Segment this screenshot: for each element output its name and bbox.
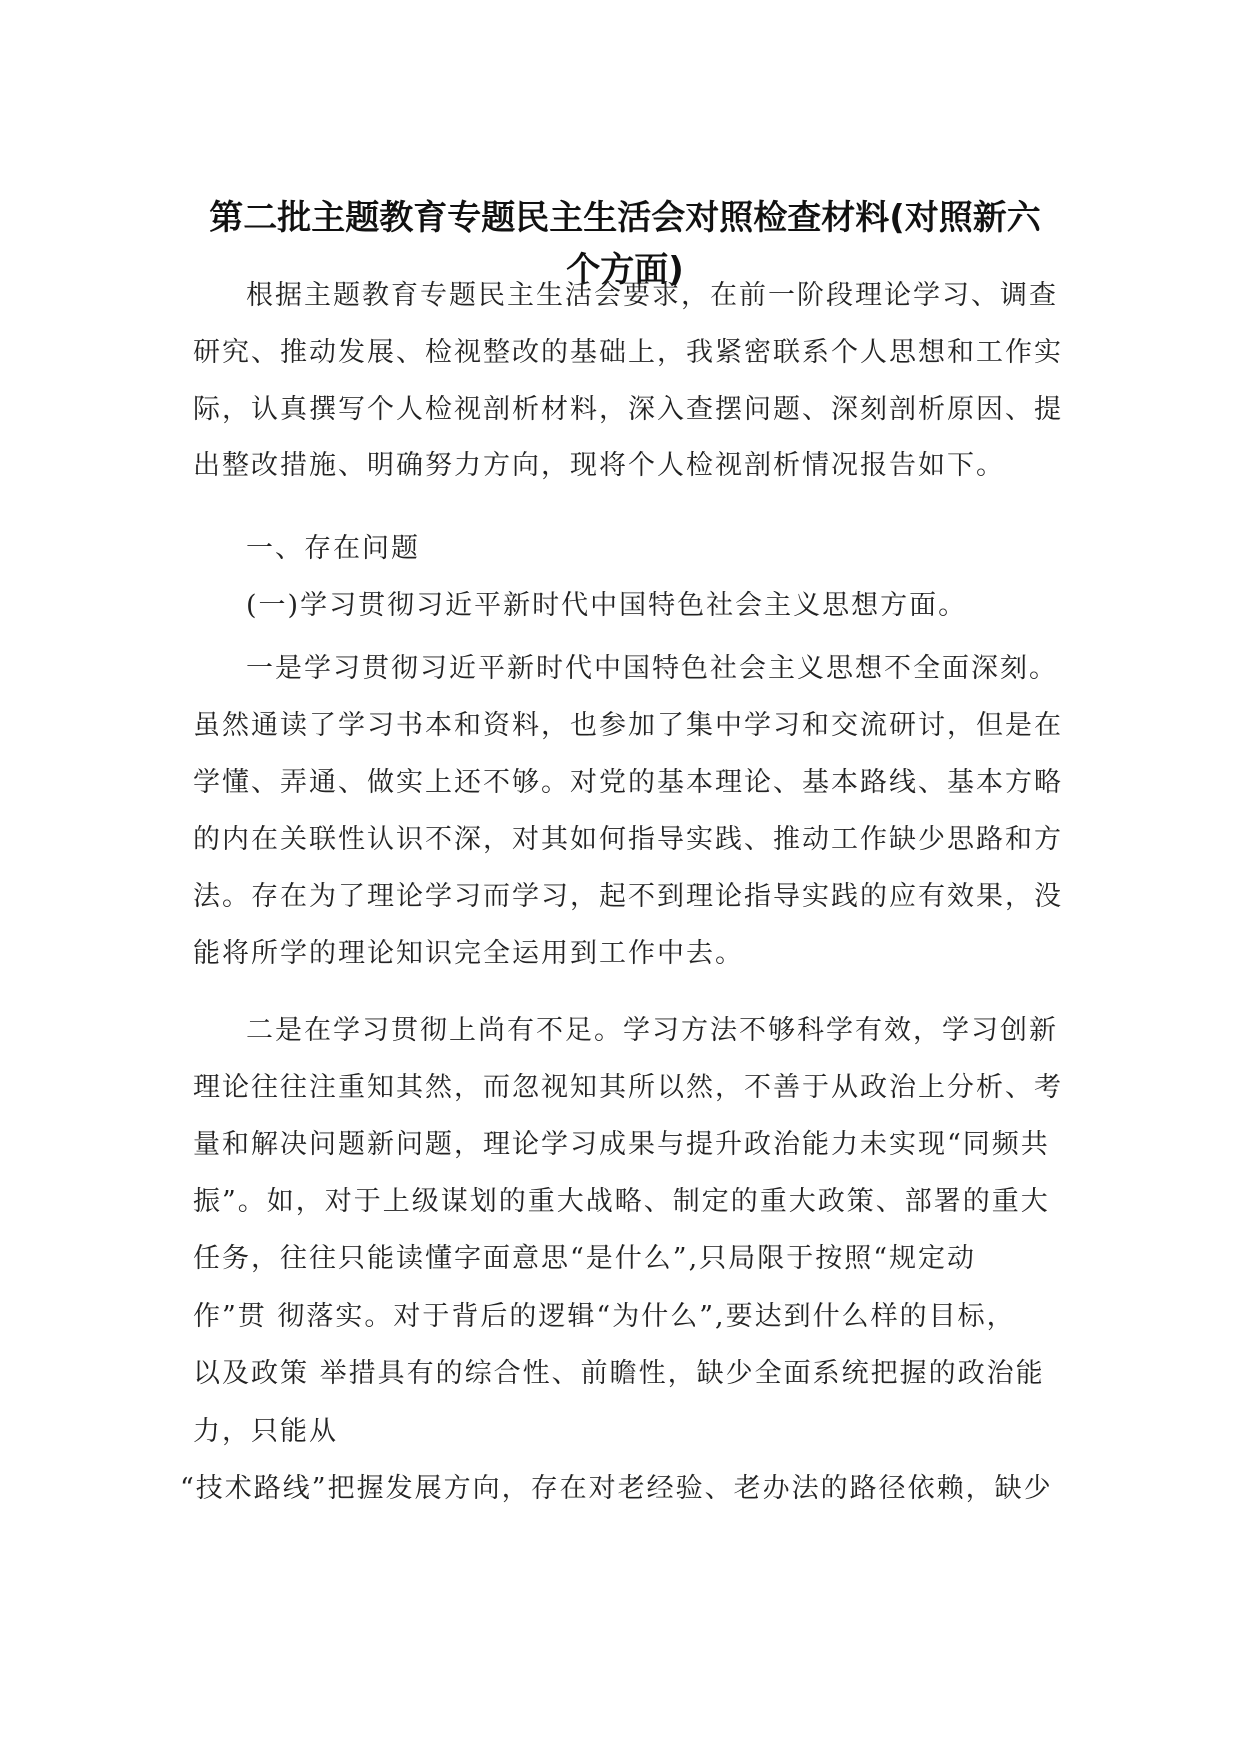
intro-line-2: 研究、推动发展、检视整改的基础上，我紧密联系个人思想和工作实	[193, 337, 1063, 368]
intro-line-4: 出整改措施、明确努力方向，现将个人检视剖析情况报告如下。	[193, 450, 1005, 481]
para2-line-4: 振”。如，对于上级谋划的重大战略、制定的重大政策、部署的重大	[193, 1186, 1050, 1217]
intro-line-1: 根据主题教育专题民主生活会要求，在前一阶段理论学习、调查	[246, 280, 1058, 311]
para1-line-5: 法。存在为了理论学习而学习，起不到理论指导实践的应有效果，没	[193, 881, 1063, 912]
title-line-1: 第二批主题教育专题民主生活会对照检查材料(对照新六	[209, 198, 1041, 238]
para1-line-6: 能将所学的理论知识完全运用到工作中去。	[193, 938, 744, 969]
intro-line-3: 际，认真撰写个人检视剖析材料，深入查摆问题、深刻剖析原因、提	[193, 394, 1063, 425]
para2-line-7: 以及政策 举措具有的综合性、前瞻性，缺少全面系统把握的政治能	[193, 1358, 1045, 1389]
subsection-heading: (一)学习贯彻习近平新时代中国特色社会主义思想方面。	[246, 590, 968, 621]
para2-line-1: 二是在学习贯彻上尚有不足。学习方法不够科学有效，学习创新	[246, 1015, 1058, 1046]
para2-line-6: 作”贯 彻落实。对于背后的逻辑“为什么”,要达到什么样的目标，	[193, 1301, 1016, 1332]
para2-line-8: 力，只能从	[193, 1416, 338, 1447]
para2-line-5: 任务，往往只能读懂字面意思“是什么”,只局限于按照“规定动	[193, 1243, 976, 1274]
para1-line-3: 学懂、弄通、做实上还不够。对党的基本理论、基本路线、基本方略	[193, 767, 1063, 798]
para1-line-4: 的内在关联性认识不深，对其如何指导实践、推动工作缺少思路和方	[193, 824, 1063, 855]
para2-line-9: “技术路线”把握发展方向，存在对老经验、老办法的路径依赖，缺少	[180, 1473, 1053, 1504]
para2-line-2: 理论往往注重知其然，而忽视知其所以然，不善于从政治上分析、考	[193, 1072, 1063, 1103]
section-heading: 一、存在问题	[246, 533, 420, 564]
para1-line-1: 一是学习贯彻习近平新时代中国特色社会主义思想不全面深刻。	[246, 653, 1058, 684]
para1-line-2: 虽然通读了学习书本和资料，也参加了集中学习和交流研讨，但是在	[193, 710, 1063, 741]
para2-line-3: 量和解决问题新问题，理论学习成果与提升政治能力未实现“同频共	[193, 1129, 1050, 1160]
title-line-2: 个方面)	[566, 250, 684, 290]
